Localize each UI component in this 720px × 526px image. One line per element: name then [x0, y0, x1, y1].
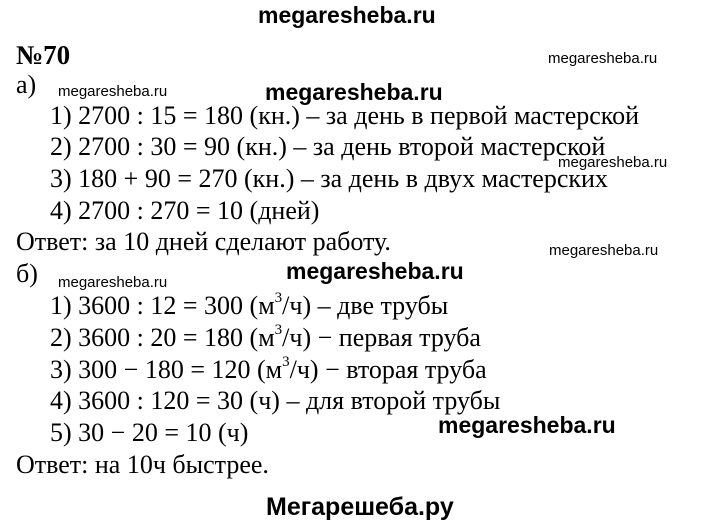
- watermark: megaresheba.ru: [558, 154, 668, 171]
- footer-brand: Мегарешеба.ру: [266, 493, 454, 521]
- watermark: megaresheba.ru: [58, 83, 168, 100]
- part-b-step: [50, 323, 481, 353]
- watermark: megaresheba.ru: [265, 79, 443, 105]
- part-b-step: [50, 418, 248, 448]
- part-a-step: 3) 180 + 90 = 270 (кн.) – за день в двух мастерских: [50, 164, 608, 193]
- unit-exponent: 3: [274, 290, 283, 306]
- step-text: /ч) – две трубы: [282, 291, 449, 320]
- watermark: megaresheba.ru: [438, 412, 616, 438]
- watermark: megaresheba.ru: [286, 258, 464, 284]
- problem-number: №70: [16, 40, 71, 70]
- step-text: 5) 30 − 20 = 10 (ч): [50, 418, 249, 447]
- watermark: megaresheba.ru: [548, 50, 658, 67]
- part-b-step: [50, 386, 500, 416]
- watermark: megaresheba.ru: [549, 242, 659, 259]
- part-a-step: 2) 2700 : 30 = 90 (кн.) – за день второй мастерской: [50, 132, 606, 161]
- part-b-step: [50, 291, 448, 321]
- part-a-step: 1) 2700 : 15 = 180 (кн.) – за день в первой мастерской: [50, 101, 640, 130]
- part-b-label: б): [16, 259, 38, 288]
- part-b-step: [50, 355, 487, 385]
- header-site: megaresheba.ru: [258, 2, 436, 28]
- watermark: megaresheba.ru: [58, 274, 168, 291]
- step-text: 1) 3600 : 12 = 300 (м: [50, 291, 275, 320]
- unit-exponent: 3: [274, 322, 283, 338]
- unit-exponent: 3: [282, 354, 290, 370]
- part-a-answer: Ответ: за 10 дней сделают работу.: [16, 227, 391, 256]
- part-a-label: а): [16, 70, 37, 99]
- step-text: /ч) − первая труба: [282, 323, 481, 352]
- step-text: 2) 3600 : 20 = 180 (м: [50, 323, 275, 352]
- step-text: 3) 300 − 180 = 120 (м: [50, 355, 283, 384]
- part-b-answer: Ответ: на 10ч быстрее.: [16, 450, 269, 479]
- step-text: /ч) − вторая труба: [289, 355, 487, 384]
- step-text: 4) 3600 : 120 = 30 (ч) – для второй трубы: [50, 386, 501, 415]
- part-a-step: 4) 2700 : 270 = 10 (дней): [50, 196, 320, 225]
